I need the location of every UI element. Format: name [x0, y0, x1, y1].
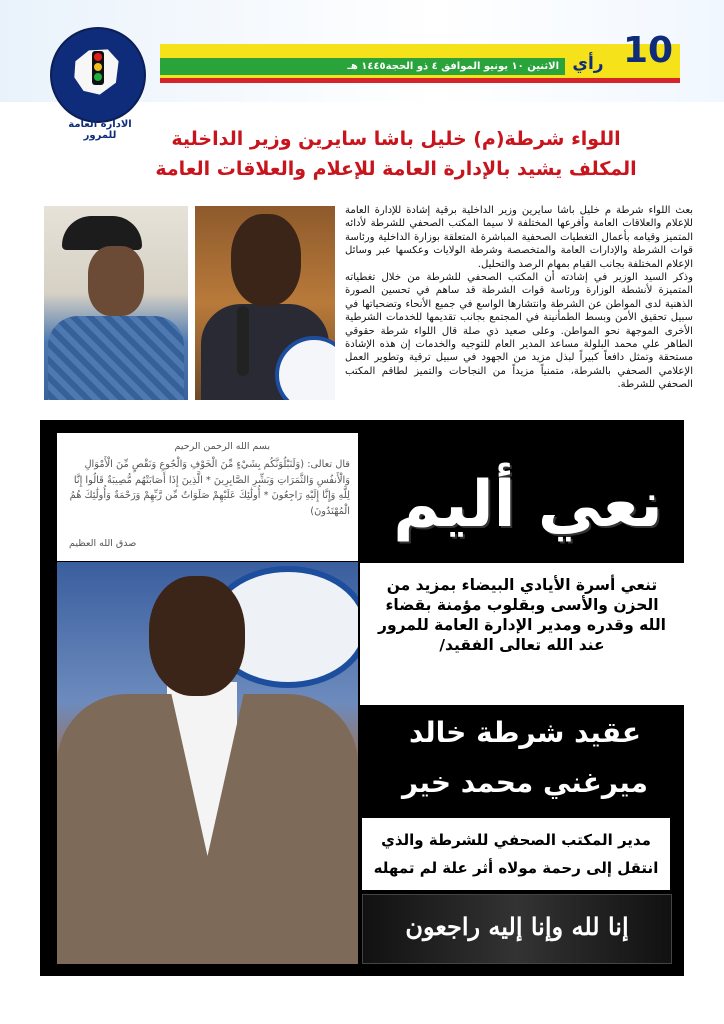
headline — [100, 124, 692, 184]
section-label: رأي — [572, 54, 604, 74]
photo-deceased — [57, 562, 358, 964]
article-body — [345, 204, 693, 392]
deceased-role — [362, 818, 670, 890]
basmala: بسم الله الرحمن الرحيم — [174, 441, 270, 452]
quran-verse-box — [57, 433, 358, 561]
photo-minister-speaking — [195, 206, 335, 400]
obituary-text-box — [360, 563, 684, 705]
microphone-icon — [237, 306, 249, 376]
headline-line-1: اللواء شرطة(م) خليل باشا سايرين وزير الداخلية — [171, 128, 621, 150]
deceased-name-line-2: ميرغني محمد خير — [401, 766, 649, 799]
deceased-name-line-1: عقيد شرطة خالد — [408, 716, 642, 749]
article-paragraph-2: وذكر السيد الوزير في إشادته أن المكتب الصحفي للشرطة من خلال تغطياته المتميزة لأنشطة الوزارة ورئاسة قوات الشرطة قد ساهم في تحسين الصورة الذهنية لدى المواطن عن الشرطة وانتشارها الواسع في جميع الأنحاء وتضحياتها في سبيل تحقيق الأمن وبسط الطمأنينة في المجتمع بجانب تقديمها للخدمات الشرطية الأخرى الموجهة نحو المواطن. وعلى صعيد ذي صلة قال اللواء شرطة حقوقي الطاهر علي محمد البلولة مساعد المدير العام للتوجيه والخدمات إن هذه الإشادة مستحقة وتمثل دافعاً كبيراً لبذل مزيد من الجهود في سبيل ترقية وتطوير العمل الإعلامي الصحفي بالشرطة، متمنياً مزيداً من النجاحات والتميز لطاقم المكتب الصحفي للشرطة. — [345, 272, 693, 391]
photo-police-officer — [44, 206, 188, 400]
deceased-name — [372, 708, 678, 816]
obituary-text: تنعي أسرة الأيادي البيضاء بمزيد من الحزن والأسى وبقلوب مؤمنة بقضاء الله وقدره ومدير الإدارة العامة للمرور عند الله تعالى الفقيد/ — [378, 576, 666, 654]
headline-line-2: المكلف يشيد بالإدارة العامة للإعلام والعلاقات العامة — [155, 158, 637, 180]
deceased-role-line-2: انتقل إلى رحمة مولاه أثر علة لم تمهله — [373, 859, 659, 877]
obituary-title: نعي أليم — [393, 468, 663, 542]
quran-closing: صدق الله العظيم — [69, 538, 137, 549]
header-red-rule — [160, 78, 680, 83]
quran-verse: قال تعالى: (وَلَنَبْلُوَنَّكُم بِشَيْءٍ مِّنَ الْخَوْفِ وَالْجُوعِ وَنَقْصٍ مِّنَ الْأَمْوَالِ وَالْأَنفُسِ وَالثَّمَرَاتِ وَبَشِّرِ الصَّابِرِينَ * الَّذِينَ إِذَا أَصَابَتْهُم مُّصِيبَةٌ قَالُوا إِنَّا لِلَّهِ وَإِنَّا إِلَيْهِ رَاجِعُونَ * أُولَٰئِكَ عَلَيْهِمْ صَلَوَاتٌ مِّن رَّبِّهِمْ وَرَحْمَةٌ وَأُولَٰئِكَ هُمُ الْمُهْتَدُونَ) — [69, 459, 350, 517]
traffic-light-icon — [92, 51, 104, 85]
calligraphy-banner: إنا لله وإنا إليه راجعون — [362, 894, 672, 964]
issue-date: الاثنين ١٠ يونيو الموافق ٤ ذو الحجة١٤٤٥ هـ — [160, 58, 565, 75]
page-number: 10 — [622, 30, 674, 71]
deceased-role-line-1: مدير المكتب الصحفي للشرطة والذي — [381, 831, 651, 849]
logo-caption: الادارة العامة للمرور — [68, 119, 132, 141]
traffic-department-logo — [50, 27, 146, 123]
article-paragraph-1: بعث اللواء شرطة م خليل باشا سايرين وزير الداخلية برقية إشادة للإدارة العامة للإعلام والعلاقات العامة وأفرعها المختلفة لا سيما المكتب الصحفي للشرطة لأدائه المتميز وقيامه بأعمال التغطيات الصحفية المباشرة المتعلقة بوزارة الداخلية ورئاسة قوات الشرطة والإدارات العامة والمتخصصة وشرطة الولايات وعكسها عبر وسائل الإعلام المختلفة بجانب القيام بمهام الرصد والتحليل. — [345, 205, 693, 270]
